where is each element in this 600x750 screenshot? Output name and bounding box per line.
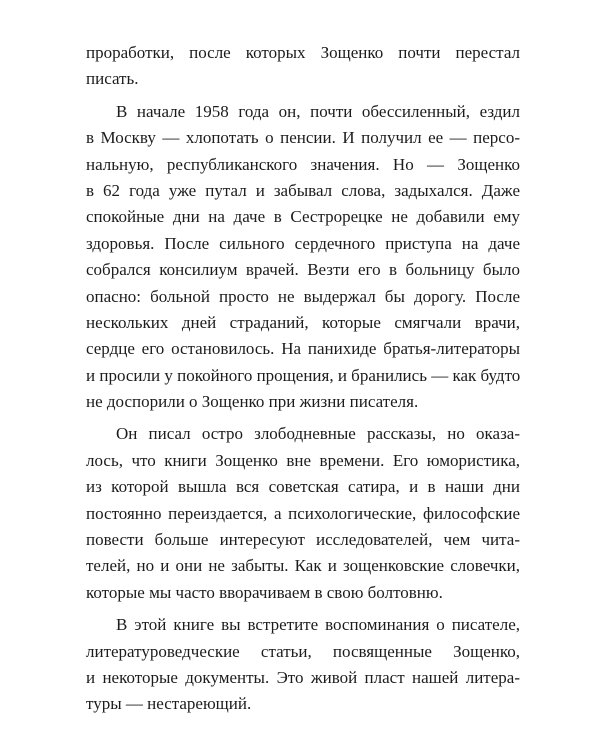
text-line: в Москву — хлопотать о пенсии. И получил ее — персо- bbox=[86, 128, 520, 148]
paragraph bbox=[86, 40, 520, 93]
text-line: нескольких дней страданий, которые смягчали врачи, bbox=[86, 312, 520, 332]
text-line: лось, что книги Зощенко вне времени. Его юмористика, bbox=[86, 450, 520, 470]
text-line: и некоторые документы. Это живой пласт нашей литера- bbox=[86, 667, 520, 687]
text-line: не доспорили о Зощенко при жизни писателя. bbox=[86, 392, 419, 412]
paragraph bbox=[86, 421, 520, 606]
text-line: В этой книге вы встретите воспоминания о писателе, bbox=[116, 615, 520, 635]
text-line: собрался консилиум врачей. Везти его в больницу было bbox=[86, 260, 520, 280]
text-line: писать. bbox=[86, 69, 139, 89]
paragraph bbox=[86, 99, 520, 416]
text-line: из которой вышла вся советская сатира, и в наши дни bbox=[86, 477, 520, 497]
text-line: здоровья. После сильного сердечного приступа на даче bbox=[86, 233, 520, 253]
text-line: туры — нестареющий. bbox=[86, 694, 252, 714]
text-line: спокойные дни на даче в Сестрорецке не добавили ему bbox=[86, 207, 520, 227]
book-page-text bbox=[86, 40, 520, 724]
text-line: постоянно переиздается, а психологические, философские bbox=[86, 503, 520, 523]
text-line: в 62 года уже путал и забывал слова, задыхался. Даже bbox=[86, 180, 520, 200]
text-line: опасно: больной просто не выдержал бы дорогу. После bbox=[86, 286, 520, 306]
text-line: и просили у покойного прощения, и бранились — как будто bbox=[86, 365, 521, 385]
text-line: которые мы часто вворачиваем в свою болтовню. bbox=[86, 582, 443, 602]
text-line: проработки, после которых Зощенко почти перестал bbox=[86, 43, 520, 62]
paragraph bbox=[86, 612, 520, 718]
text-line: сердце его остановилось. На панихиде братья-литераторы bbox=[86, 339, 520, 359]
text-line: литературоведческие статьи, посвященные Зощенко, bbox=[86, 641, 520, 661]
text-line: Он писал остро злободневные рассказы, но оказа- bbox=[116, 424, 520, 444]
text-line: нальную, республиканского значения. Но — Зощенко bbox=[86, 154, 520, 174]
text-line: повести больше интересуют исследователей, чем чита- bbox=[86, 530, 520, 550]
text-line: телей, но и они не забыты. Как и зощенковские словечки, bbox=[86, 556, 520, 576]
text-line: В начале 1958 года он, почти обессиленный, ездил bbox=[116, 101, 520, 121]
